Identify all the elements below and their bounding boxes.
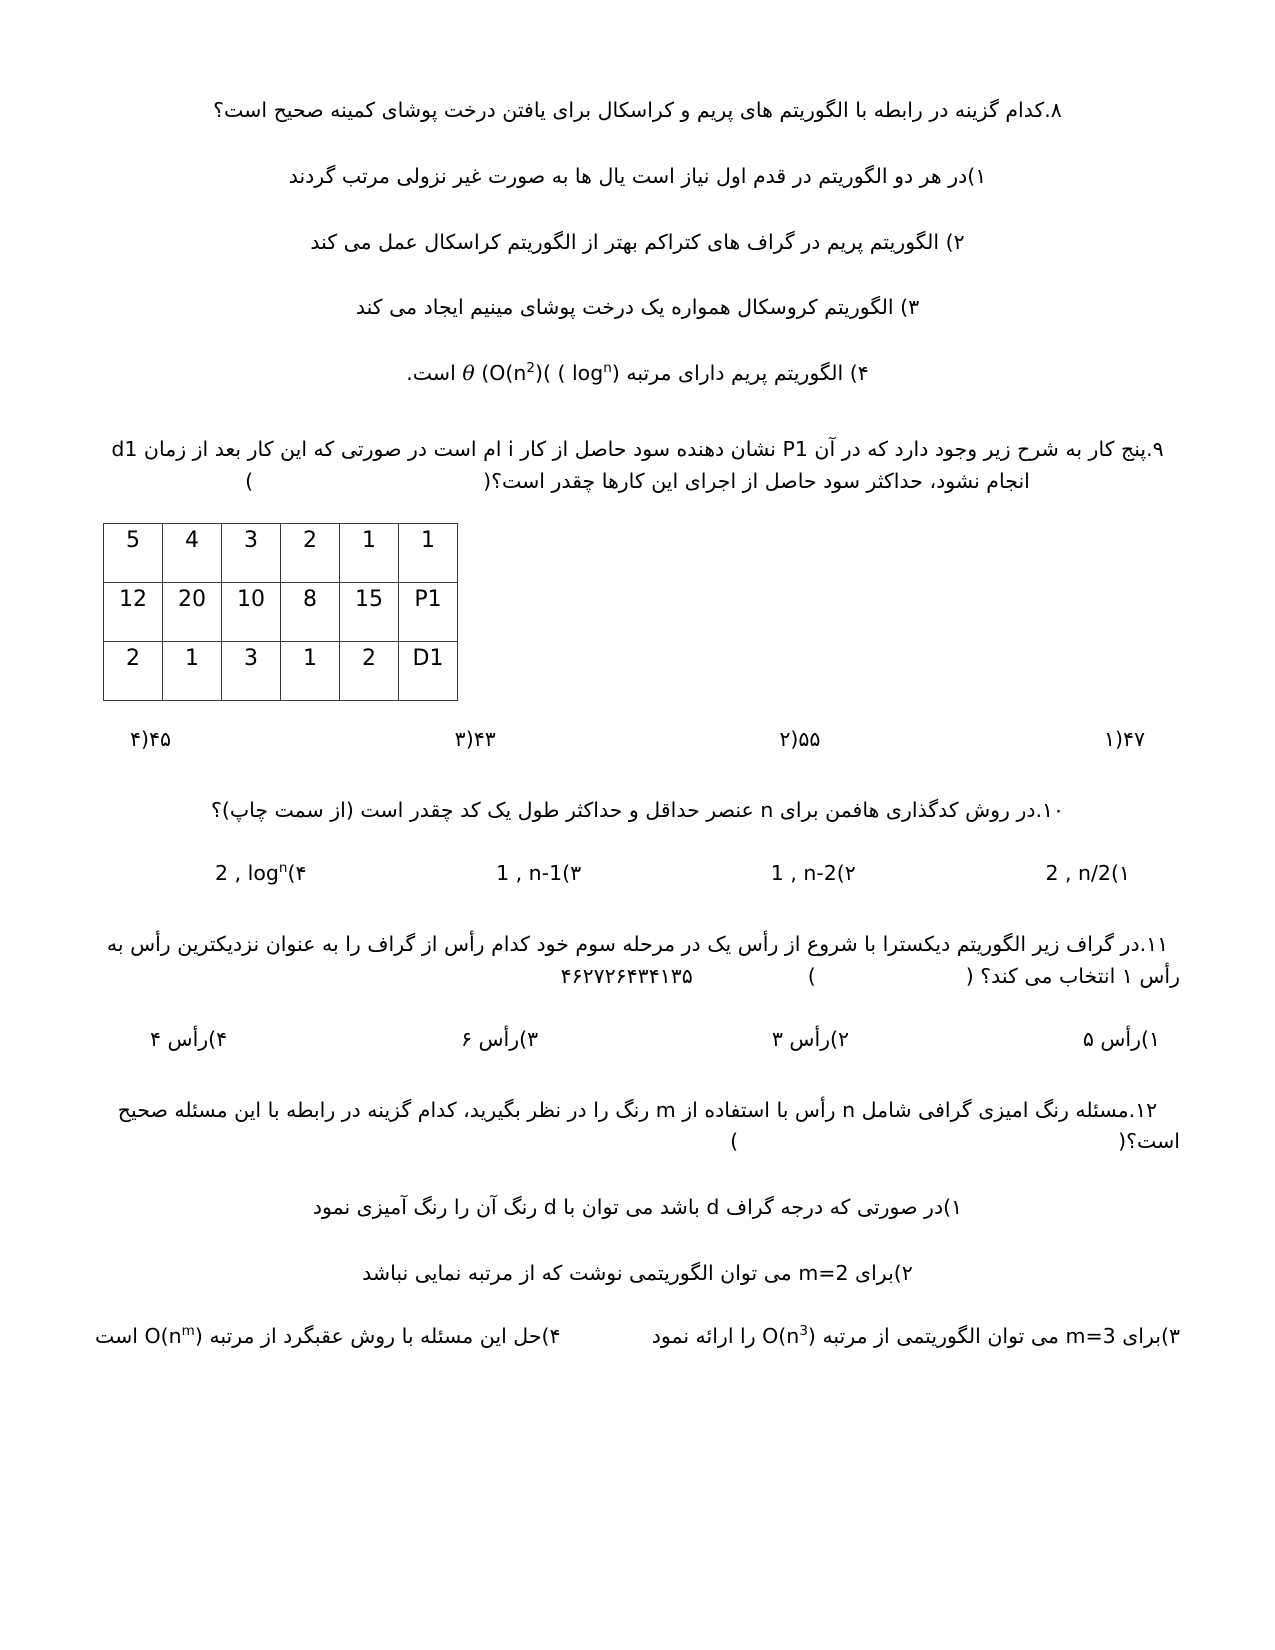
question-9-table-and-answers — [95, 523, 1180, 701]
question-8-option-4[interactable]: ۴) الگوریتم پریم دارای مرتبه ($\log^n$ ) ($O(n^2)$( θ است. — [95, 358, 1180, 390]
question-12-option-2[interactable] — [95, 1258, 1180, 1290]
table-cell: 3 — [222, 642, 281, 701]
question-10-option-1[interactable] — [1045, 861, 1130, 885]
table-cell: 1 — [281, 642, 340, 701]
table-cell: 2 — [340, 642, 399, 701]
option-text-before: الگوریتم پریم دارای مرتبه ( — [611, 361, 844, 386]
table-cell: 10 — [222, 583, 281, 642]
table-cell: 2 — [104, 642, 163, 701]
page-content — [95, 95, 1180, 1348]
table-cell: 3 — [222, 524, 281, 583]
option-text: الگوریتم کروسکال همواره یک درخت پوشای مینیم ایجاد می کند — [355, 295, 894, 320]
option-marker: ۴) — [849, 361, 869, 386]
question-8-number: ۸. — [1044, 98, 1062, 122]
option-4-bigo: ($O(n^2)$( — [481, 360, 551, 386]
table-cell: 20 — [163, 583, 222, 642]
option-text: رأس ۴ — [150, 1026, 209, 1051]
theta-symbol: θ — [462, 361, 475, 386]
question-11-paren: ) — [807, 963, 816, 988]
question-10-number: ۱۰. — [1035, 798, 1065, 823]
question-11-stem-line-2 — [95, 961, 1180, 993]
bigo-close: ) — [534, 361, 543, 386]
option-value: 2 , log — [215, 861, 279, 886]
log-exponent: n — [603, 360, 612, 377]
question-9-stem-text-2: انجام نشود، حداکثر سود حاصل از اجرای این کارها چقدر است؟( — [483, 468, 1030, 493]
table-cell: 5 — [104, 524, 163, 583]
job-profit-table-wrap — [95, 523, 458, 701]
table-cell: 15 — [340, 583, 399, 642]
question-8-option-2[interactable] — [95, 227, 1180, 259]
option-marker: ۱) — [943, 1195, 963, 1220]
table-cell: 4 — [163, 524, 222, 583]
table-row — [104, 524, 458, 583]
table-cell: 1 — [340, 524, 399, 583]
option-marker: ۳) — [519, 1026, 539, 1051]
bigo-exponent: 2 — [526, 360, 535, 377]
option-text: رأس ۵ — [1082, 1026, 1141, 1051]
question-11-options — [95, 1027, 1180, 1051]
question-12-stem-text: مسئله رنگ امیزی گرافی شامل n رأس با استفاده از m رنگ را در نظر بگیرید، کدام گزینه در رابطه با این مسئله صحیح — [117, 1097, 1129, 1122]
bigo-close: ) — [194, 1323, 203, 1348]
question-11-option-2[interactable] — [772, 1027, 849, 1051]
bigo-exponent: 3 — [799, 1322, 808, 1339]
option-text: رأس ۳ — [771, 1026, 831, 1051]
option-value: 2 , n/2 — [1045, 861, 1111, 886]
table-cell: 12 — [104, 583, 163, 642]
question-11-number: ۱۱. — [1139, 932, 1169, 957]
question-10-options — [95, 861, 1180, 885]
question-9-number: ۹. — [1146, 436, 1164, 461]
question-11-stem-text: در گراف زیر الگوریتم دیکسترا با شروع از رأس یک در مرحله سوم خود کدام رأس از گراف را به عنوان نزدیکترین رأس به — [106, 932, 1140, 957]
table-row — [104, 583, 458, 642]
question-12-stem-line-1 — [95, 1095, 1180, 1127]
question-9-block — [95, 434, 1180, 752]
option-text: در هر دو الگوریتم در قدم اول نیاز است یال ها به صورت غیر نزولی مرتب گردند — [288, 163, 968, 188]
question-8-stem — [95, 95, 1180, 127]
job-profit-table — [103, 523, 458, 701]
option-text: الگوریتم پریم در گراف های کتراکم بهتر از الگوریتم کراسکال عمل می کند — [310, 229, 940, 254]
question-12-stem-text-2: است؟( — [1118, 1129, 1180, 1154]
question-12-paren: ) — [730, 1129, 739, 1154]
option-marker: (۲ — [836, 861, 856, 886]
question-10-option-4[interactable] — [215, 861, 306, 885]
question-11-graph-digits: ۴۶۲۷۲۶۴۳۴۱۳۵ — [560, 963, 693, 988]
table-cell: 2 — [281, 524, 340, 583]
option-marker: ۲) — [893, 1260, 913, 1285]
bigo-token: O(n — [762, 1323, 800, 1348]
option-marker: ۳) — [900, 295, 920, 320]
option-4-formula — [572, 358, 612, 390]
bigo-token: O(n — [489, 361, 527, 386]
question-9-option-4[interactable]: ۴۵(۴ — [130, 727, 172, 752]
question-9-stem-text: پنج کار به شرح زیر وجود دارد که در آن P1 نشان دهنده سود حاصل از کار i ام است در صورتی که این کار بعد از زمان d1 — [111, 436, 1147, 461]
question-11-stem-line-1 — [95, 929, 1180, 961]
option-marker: ۱) — [1140, 1026, 1160, 1051]
question-8-option-1[interactable] — [95, 161, 1180, 193]
table-cell: D1 — [399, 642, 458, 701]
question-9-option-1[interactable]: ۴۷(۱ — [1103, 727, 1145, 752]
option-exponent: n — [278, 860, 288, 877]
question-8-block — [95, 95, 1180, 390]
question-8-stem-text: کدام گزینه در رابطه با الگوریتم های پریم و کراسکال برای یافتن درخت پوشای کمینه صحیح است؟ — [213, 98, 1045, 122]
option-text: در صورتی که درجه گراف d باشد می توان با d رنگ آن را رنگ آمیزی نمود — [312, 1195, 944, 1220]
question-11-option-4[interactable] — [150, 1027, 227, 1051]
question-11-block — [95, 929, 1180, 1051]
question-12-block — [95, 1095, 1180, 1348]
question-9-stem-line-2 — [95, 466, 1180, 498]
question-9-stem-line-1 — [95, 434, 1180, 466]
option-text-before: برای m=3 می توان الگوریتمی از مرتبه — [815, 1323, 1161, 1348]
question-8-option-3[interactable] — [95, 292, 1180, 324]
question-10-block — [95, 795, 1180, 885]
question-10-option-2[interactable] — [771, 861, 856, 885]
option-4-bigo — [145, 1324, 203, 1348]
question-9-options — [95, 727, 1180, 751]
question-11-option-3[interactable] — [461, 1027, 538, 1051]
option-marker: ۴) — [541, 1323, 561, 1348]
table-row — [104, 642, 458, 701]
log-token: log — [571, 361, 604, 386]
question-12-number: ۱۲. — [1128, 1097, 1158, 1122]
question-10-stem-text: در روش کدگذاری هافمن برای n عنصر حداقل و حداکثر طول یک کد چقدر است (از سمت چاپ)؟ — [210, 798, 1036, 823]
option-marker: (۱ — [1110, 861, 1130, 886]
option-text-after: را ارائه نمود — [651, 1323, 763, 1348]
question-11-option-1[interactable] — [1083, 1027, 1160, 1051]
option-value: 1 , n-2 — [770, 861, 837, 886]
option-marker: (۳ — [562, 861, 582, 886]
option-text: برای m=2 می توان الگوریتمی نوشت که از مرتبه نمایی نباشد — [362, 1260, 894, 1285]
question-12-options-row-2 — [95, 1324, 1180, 1348]
bigo-token: O(n — [144, 1323, 182, 1348]
bigo-close: ) — [807, 1323, 816, 1348]
option-text-before: حل این مسئله با روش عقبگرد از مرتبه — [202, 1323, 542, 1348]
question-12-option-3[interactable] — [652, 1324, 1180, 1348]
option-text-after: است. — [406, 361, 456, 386]
table-cell: 1 — [399, 524, 458, 583]
question-10-option-3[interactable] — [496, 861, 581, 885]
question-12-option-1[interactable] — [95, 1192, 1180, 1224]
option-value: 1 , n-1 — [496, 861, 563, 886]
option-marker: ۳) — [1160, 1323, 1180, 1348]
table-cell: 1 — [163, 642, 222, 701]
table-cell: P1 — [399, 583, 458, 642]
question-12-stem-line-2 — [95, 1126, 1180, 1158]
question-11-stem-text-2: رأس ۱ انتخاب می کند؟ ( — [965, 963, 1180, 988]
question-9-paren: ) — [245, 468, 254, 493]
option-marker: ۲) — [830, 1026, 850, 1051]
option-marker: ۲) — [945, 229, 965, 254]
bigo-exponent: m — [181, 1322, 195, 1339]
question-12-option-4[interactable] — [95, 1324, 561, 1348]
question-9-option-3[interactable]: ۴۳(۳ — [454, 727, 496, 752]
question-10-stem — [95, 795, 1180, 827]
option-marker: ۴) — [208, 1026, 228, 1051]
option-marker: ۱) — [967, 163, 987, 188]
option-3-bigo — [762, 1324, 816, 1348]
option-text-after: است — [95, 1323, 145, 1348]
question-9-option-2[interactable]: ۵۵(۲ — [779, 727, 821, 752]
option-text: رأس ۶ — [460, 1026, 520, 1051]
option-marker: (۴ — [287, 861, 307, 886]
table-cell: 8 — [281, 583, 340, 642]
